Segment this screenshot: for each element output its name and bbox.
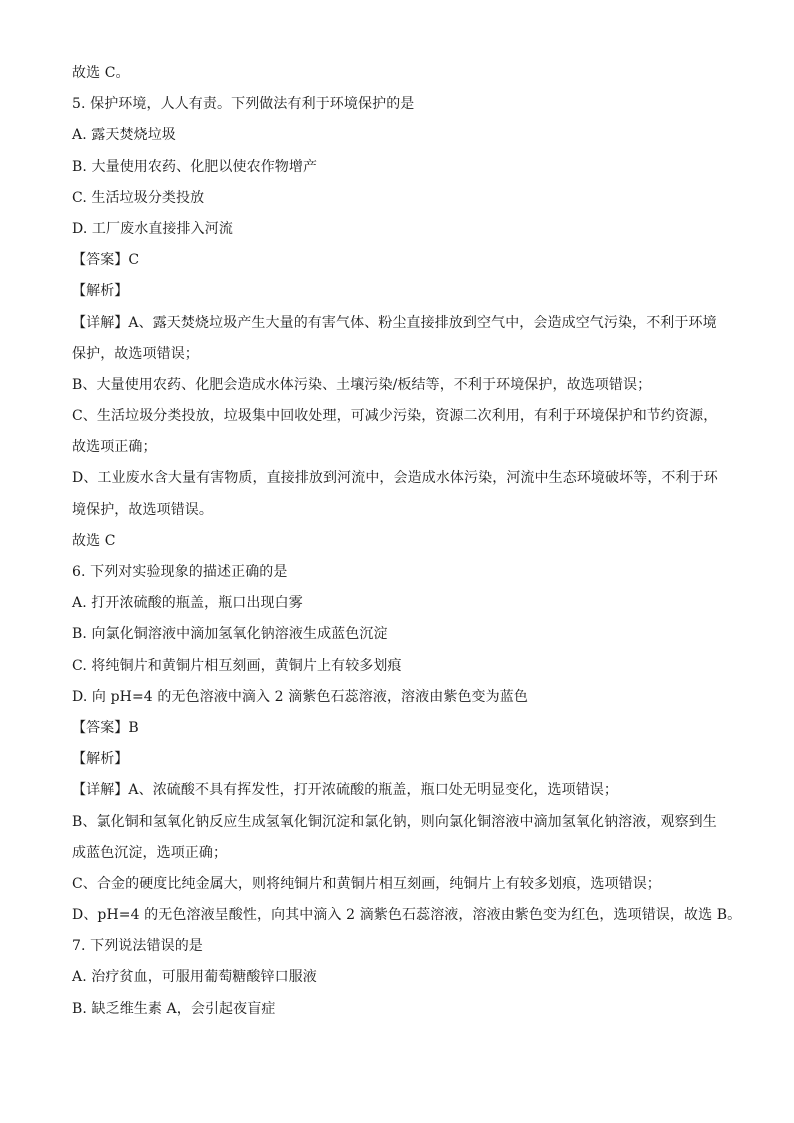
question-6-analysis-heading: 【解析】 [72,751,129,768]
question-5-detail-c-line1: C、生活垃圾分类投放，垃圾集中回收处理，可减少污染，资源二次利用，有利于环境保护和节约资源， [72,408,718,425]
question-5-option-a: A. 露天焚烧垃圾 [72,127,176,144]
question-5-answer: 【答案】C [72,252,140,269]
question-6-detail-a: 【详解】A、浓硫酸不具有挥发性，打开浓硫酸的瓶盖，瓶口处无明显变化，选项错误； [72,782,619,799]
question-6-option-b: B. 向氯化铜溶液中滴加氢氧化钠溶液生成蓝色沉淀 [72,626,388,643]
question-5-analysis-heading: 【解析】 [72,283,129,300]
question-6-detail-b-line1: B、氯化铜和氢氧化钠反应生成氢氧化铜沉淀和氯化钠，则向氯化铜溶液中滴加氢氧化钠溶液，观察到生 [72,813,717,830]
question-6-stem: 6. 下列对实验现象的描述正确的是 [72,564,288,580]
question-7-option-a: A. 治疗贫血，可服用葡萄糖酸锌口服液 [72,969,317,986]
question-5-conclusion: 故选 C [72,532,116,549]
question-5-option-c: C. 生活垃圾分类投放 [72,189,205,206]
question-7-option-b: B. 缺乏维生素 A，会引起夜盲症 [72,1000,276,1017]
question-5-option-b: B. 大量使用农药、化肥以使农作物增产 [72,158,318,175]
question-5-option-d: D. 工厂废水直接排入河流 [72,220,233,237]
question-5-detail-c-line2: 故选项正确； [72,439,157,456]
question-6-answer: 【答案】B [72,719,139,736]
question-5-detail-b: B、大量使用农药、化肥会造成水体污染、土壤污染/板结等，不利于环境保护，故选项错误； [72,376,652,393]
question-5-stem: 5. 保护环境，人人有责。下列做法有利于环境保护的是 [72,96,415,113]
question-5-detail-a-line2: 保护，故选项错误； [72,345,199,362]
question-6-option-d: D. 向 pH=4 的无色溶液中滴入 2 滴紫色石蕊溶液，溶液由紫色变为蓝色 [72,688,528,705]
document-page [72,63,742,1030]
question-5-detail-d-line1: D、工业废水含大量有害物质，直接排放到河流中，会造成水体污染，河流中生态环境破坏等，不利于环 [72,470,718,487]
question-5-detail-a-line1: 【详解】A、露天焚烧垃圾产生大量的有害气体、粉尘直接排放到空气中，会造成空气污染，不利于环境 [72,314,717,331]
question-6-detail-b-line2: 成蓝色沉淀，选项正确； [72,844,228,861]
question-6-detail-c: C、合金的硬度比纯金属大，则将纯铜片和黄铜片相互刻画，纯铜片上有较多划痕，选项错误； [72,875,661,892]
question-7-stem: 7. 下列说法错误的是 [72,938,203,955]
question-6-option-c: C. 将纯铜片和黄铜片相互刻画，黄铜片上有较多划痕 [72,657,402,674]
question-5-detail-d-line2: 境保护，故选项错误。 [72,501,213,518]
conclusion-q4: 故选 C。 [72,65,130,81]
question-6-detail-d: D、pH=4 的无色溶液呈酸性，向其中滴入 2 滴紫色石蕊溶液，溶液由紫色变为红色，选项错误，故选 B。 [72,907,742,924]
question-6-option-a: A. 打开浓硫酸的瓶盖，瓶口出现白雾 [72,595,303,612]
